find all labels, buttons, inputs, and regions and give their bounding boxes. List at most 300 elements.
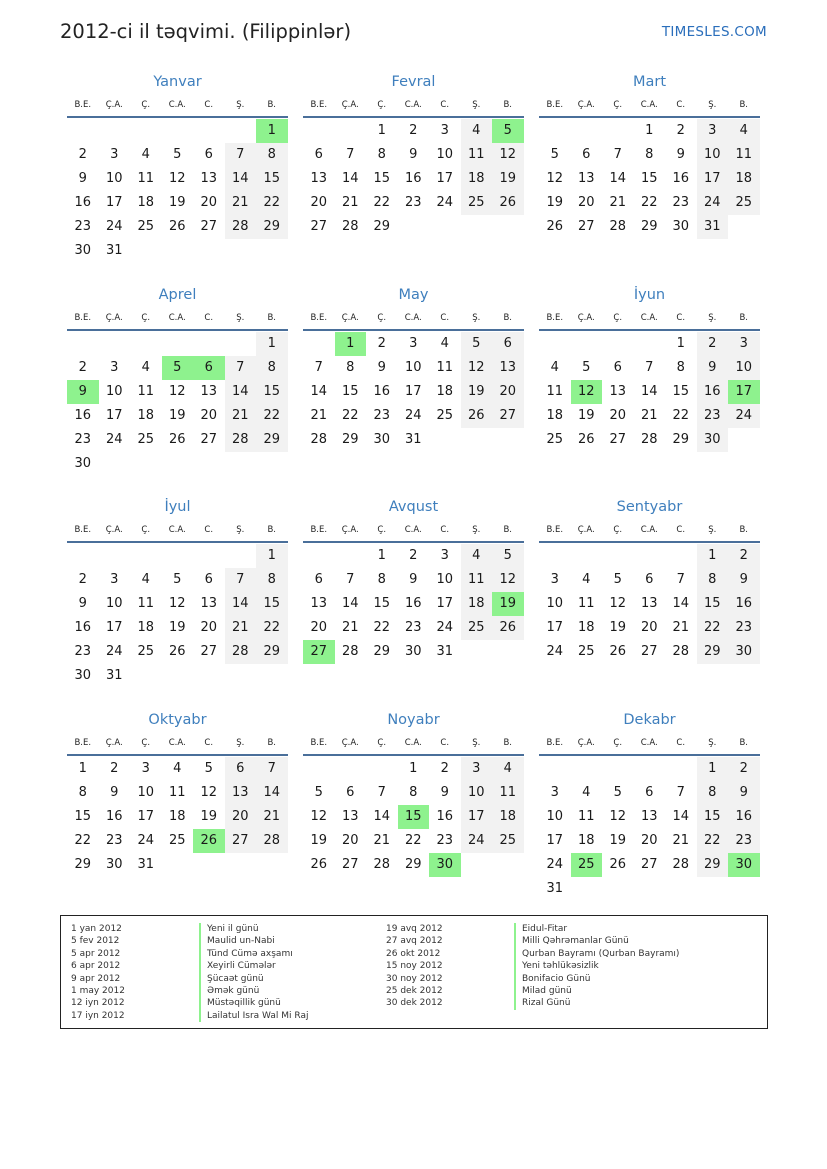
day-cell: 7: [676, 572, 685, 587]
weekday-header: Ş.: [472, 525, 481, 535]
holiday-day-cell: 30: [429, 853, 461, 877]
legend-date: 5 apr 2012: [71, 948, 121, 959]
day-cell: 2: [676, 123, 685, 138]
empty-cell: [571, 757, 603, 781]
day-cell: 29: [341, 432, 359, 447]
day-cell: 4: [461, 544, 493, 568]
day-cell: 13: [341, 809, 359, 824]
day-cell: 17: [546, 833, 564, 848]
holiday-day-cell: 15: [398, 805, 430, 829]
day-cell: 5: [173, 147, 182, 162]
month-name: May: [398, 287, 429, 303]
day-cell: 2: [409, 123, 418, 138]
weekday-header: B.E.: [74, 100, 92, 110]
day-cell: 1: [256, 332, 288, 356]
weekday-header: C.A.: [404, 313, 422, 323]
legend-holiday-name: Milli Qəhrəmanlar Günü: [514, 935, 679, 947]
holiday-day-cell: 12: [571, 380, 603, 404]
holiday-day-cell: 30: [728, 853, 760, 877]
day-cell: 2: [377, 336, 386, 351]
site-link[interactable]: TIMESLES.COM: [661, 24, 767, 40]
day-cell: 18: [492, 805, 524, 829]
weekday-header: C.A.: [168, 100, 186, 110]
empty-cell: [99, 119, 131, 143]
day-cell: 19: [461, 380, 493, 404]
day-cell: 10: [461, 781, 493, 805]
day-grid: [67, 119, 288, 263]
day-cell: 30: [672, 219, 690, 234]
weekday-header: Ç.: [377, 100, 387, 110]
day-cell: 22: [697, 616, 729, 640]
day-cell: 19: [168, 408, 186, 423]
day-cell: 10: [546, 596, 564, 611]
day-cell: 9: [728, 568, 760, 592]
day-cell: 13: [200, 384, 218, 399]
weekday-header: C.A.: [640, 738, 658, 748]
day-cell: 8: [377, 147, 386, 162]
month-5: [303, 285, 524, 452]
day-cell: 3: [697, 119, 729, 143]
weekday-header: Ç.A.: [341, 525, 359, 535]
weekday-header: B.: [503, 525, 513, 535]
day-cell: 22: [697, 829, 729, 853]
day-cell: 16: [74, 195, 92, 210]
weekday-header: Ş.: [236, 738, 245, 748]
day-cell: 6: [314, 147, 323, 162]
day-cell: 6: [582, 147, 591, 162]
day-cell: 28: [225, 640, 257, 664]
day-cell: 18: [546, 408, 564, 423]
day-cell: 31: [697, 215, 729, 239]
weekday-header-row: [67, 518, 288, 543]
day-cell: 4: [173, 761, 182, 776]
weekday-header: B.E.: [310, 313, 328, 323]
day-cell: 11: [461, 143, 493, 167]
day-cell: 16: [74, 620, 92, 635]
day-grid: [67, 757, 288, 877]
day-cell: 17: [436, 596, 454, 611]
month-name: Aprel: [158, 287, 197, 303]
day-cell: 28: [341, 219, 359, 234]
legend-holiday-name: Bonifacio Günü: [514, 973, 679, 985]
day-cell: 11: [137, 171, 155, 186]
day-cell: 27: [341, 857, 359, 872]
empty-cell: [303, 544, 335, 568]
day-cell: 5: [173, 572, 182, 587]
day-cell: 19: [310, 833, 328, 848]
day-cell: 22: [373, 195, 391, 210]
weekday-header: C.: [676, 313, 686, 323]
day-cell: 14: [373, 809, 391, 824]
day-cell: 25: [137, 432, 155, 447]
holiday-day-cell: 25: [571, 853, 603, 877]
empty-cell: [99, 544, 131, 568]
empty-cell: [335, 544, 367, 568]
month-name: Yanvar: [153, 74, 202, 90]
day-cell: 14: [672, 809, 690, 824]
day-cell: 19: [200, 809, 218, 824]
empty-cell: [665, 757, 697, 781]
empty-cell: [602, 757, 634, 781]
day-cell: 8: [346, 360, 355, 375]
legend-holiday-name: Şücaət günü: [199, 973, 308, 985]
day-cell: 25: [461, 191, 493, 215]
weekday-header: Ç.A.: [105, 738, 123, 748]
day-cell: 2: [728, 544, 760, 568]
day-cell: 23: [436, 833, 454, 848]
day-cell: 7: [676, 785, 685, 800]
day-cell: 2: [728, 757, 760, 781]
day-cell: 14: [640, 384, 658, 399]
weekday-header: Ç.A.: [577, 100, 595, 110]
day-cell: 3: [409, 336, 418, 351]
weekday-header: Ş.: [472, 313, 481, 323]
day-cell: 10: [105, 384, 123, 399]
day-cell: 16: [728, 805, 760, 829]
empty-cell: [335, 757, 367, 781]
empty-cell: [193, 119, 225, 143]
day-cell: 15: [672, 384, 690, 399]
day-cell: 22: [341, 408, 359, 423]
day-cell: 4: [141, 360, 150, 375]
day-cell: 24: [436, 620, 454, 635]
legend-holiday-name: Yeni il günü: [199, 923, 308, 935]
empty-cell: [99, 332, 131, 356]
day-grid: [539, 119, 760, 239]
day-cell: 13: [310, 596, 328, 611]
day-grid: [303, 119, 524, 239]
day-cell: 16: [105, 809, 123, 824]
day-cell: 1: [676, 336, 685, 351]
day-cell: 7: [314, 360, 323, 375]
empty-cell: [602, 544, 634, 568]
day-cell: 2: [110, 761, 119, 776]
day-cell: 23: [672, 195, 690, 210]
day-cell: 12: [168, 171, 186, 186]
day-cell: 7: [256, 757, 288, 781]
legend-holiday-name: Xeyirli Cümələr: [199, 960, 308, 972]
weekday-header: B.E.: [546, 738, 564, 748]
weekday-header: Ş.: [472, 100, 481, 110]
day-cell: 6: [204, 147, 213, 162]
day-cell: 21: [373, 833, 391, 848]
day-cell: 3: [110, 572, 119, 587]
day-cell: 30: [74, 243, 92, 258]
day-cell: 24: [728, 404, 760, 428]
month-10: [67, 710, 288, 877]
day-cell: 27: [200, 219, 218, 234]
day-cell: 29: [404, 857, 422, 872]
day-cell: 6: [492, 332, 524, 356]
day-cell: 28: [609, 219, 627, 234]
day-cell: 11: [137, 384, 155, 399]
day-cell: 28: [640, 432, 658, 447]
day-cell: 21: [672, 833, 690, 848]
legend-date: 27 avq 2012: [386, 936, 443, 947]
weekday-header: B.E.: [546, 100, 564, 110]
weekday-header-row: [303, 518, 524, 543]
day-cell: 30: [697, 428, 729, 452]
day-cell: 10: [436, 147, 454, 162]
month-6: [539, 285, 760, 452]
month-name: Noyabr: [387, 712, 440, 728]
day-cell: 27: [577, 219, 595, 234]
day-cell: 17: [404, 384, 422, 399]
day-cell: 24: [461, 829, 493, 853]
weekday-header: Ş.: [708, 100, 717, 110]
day-cell: 20: [200, 195, 218, 210]
weekday-header: Ş.: [236, 100, 245, 110]
day-cell: 1: [409, 761, 418, 776]
day-cell: 13: [640, 596, 658, 611]
day-cell: 7: [346, 572, 355, 587]
day-cell: 20: [609, 408, 627, 423]
day-cell: 26: [546, 219, 564, 234]
day-cell: 5: [613, 785, 622, 800]
day-cell: 28: [225, 428, 257, 452]
weekday-header: B.E.: [74, 525, 92, 535]
day-cell: 20: [200, 408, 218, 423]
day-cell: 17: [546, 620, 564, 635]
weekday-header: C.: [440, 525, 450, 535]
weekday-header: Ç.A.: [341, 313, 359, 323]
day-cell: 11: [168, 785, 186, 800]
day-cell: 11: [577, 596, 595, 611]
empty-cell: [602, 119, 634, 143]
day-cell: 5: [314, 785, 323, 800]
day-cell: 22: [672, 408, 690, 423]
empty-cell: [67, 119, 99, 143]
weekday-header: C.: [440, 738, 450, 748]
day-cell: 15: [256, 380, 288, 404]
day-cell: 25: [436, 408, 454, 423]
day-cell: 29: [672, 432, 690, 447]
weekday-header: Ç.A.: [105, 100, 123, 110]
day-cell: 13: [225, 781, 257, 805]
day-cell: 15: [697, 592, 729, 616]
day-cell: 16: [697, 380, 729, 404]
day-cell: 3: [461, 757, 493, 781]
day-cell: 8: [256, 356, 288, 380]
day-cell: 2: [78, 147, 87, 162]
day-cell: 17: [105, 408, 123, 423]
day-cell: 9: [728, 781, 760, 805]
legend-date: 1 yan 2012: [71, 924, 122, 934]
day-cell: 30: [74, 456, 92, 471]
day-cell: 24: [697, 191, 729, 215]
holiday-day-cell: 6: [193, 356, 225, 380]
day-cell: 26: [168, 432, 186, 447]
weekday-header: B.E.: [74, 738, 92, 748]
legend-date: 1 may 2012: [71, 986, 125, 997]
day-cell: 7: [225, 356, 257, 380]
day-cell: 23: [404, 620, 422, 635]
day-cell: 15: [640, 171, 658, 186]
day-cell: 17: [105, 195, 123, 210]
legend-holiday-name: Eidul-Fitar: [514, 923, 679, 935]
day-cell: 26: [492, 616, 524, 640]
day-cell: 28: [341, 644, 359, 659]
empty-cell: [130, 119, 162, 143]
day-cell: 12: [609, 809, 627, 824]
day-cell: 20: [492, 380, 524, 404]
empty-cell: [366, 757, 398, 781]
day-cell: 18: [577, 833, 595, 848]
day-cell: 27: [640, 644, 658, 659]
empty-cell: [162, 332, 194, 356]
day-cell: 29: [697, 853, 729, 877]
day-cell: 10: [404, 360, 422, 375]
weekday-header: C.: [204, 525, 214, 535]
day-cell: 9: [78, 171, 87, 186]
day-cell: 5: [492, 544, 524, 568]
day-cell: 13: [200, 596, 218, 611]
legend-dates-right: [386, 923, 443, 1010]
day-cell: 26: [609, 644, 627, 659]
day-cell: 15: [373, 171, 391, 186]
day-cell: 1: [645, 123, 654, 138]
weekday-header: B.E.: [546, 525, 564, 535]
day-cell: 2: [697, 332, 729, 356]
day-cell: 1: [377, 548, 386, 563]
holiday-day-cell: 19: [492, 592, 524, 616]
day-cell: 28: [225, 215, 257, 239]
day-cell: 22: [373, 620, 391, 635]
day-cell: 24: [105, 432, 123, 447]
day-cell: 18: [168, 809, 186, 824]
day-cell: 8: [256, 143, 288, 167]
day-cell: 10: [697, 143, 729, 167]
day-cell: 21: [672, 620, 690, 635]
day-grid: [67, 332, 288, 476]
day-cell: 29: [256, 640, 288, 664]
day-cell: 24: [546, 857, 564, 872]
day-cell: 14: [225, 167, 257, 191]
legend-holiday-name: Qurban Bayramı (Qurban Bayramı): [514, 948, 679, 960]
day-cell: 6: [314, 572, 323, 587]
empty-cell: [539, 757, 571, 781]
day-grid: [539, 332, 760, 452]
day-cell: 1: [697, 544, 729, 568]
legend-holiday-name: Lailatul Isra Wal Mi Raj: [199, 1010, 308, 1022]
day-cell: 10: [546, 809, 564, 824]
day-cell: 5: [461, 332, 493, 356]
day-cell: 30: [373, 432, 391, 447]
month-name: İyul: [164, 499, 191, 515]
day-cell: 20: [310, 620, 328, 635]
day-cell: 5: [582, 360, 591, 375]
day-cell: 10: [137, 785, 155, 800]
month-7: [67, 497, 288, 688]
day-cell: 25: [728, 191, 760, 215]
weekday-header: C.A.: [404, 100, 422, 110]
day-cell: 26: [310, 857, 328, 872]
day-cell: 23: [728, 616, 760, 640]
day-cell: 27: [609, 432, 627, 447]
day-cell: 4: [492, 757, 524, 781]
weekday-header: Ç.A.: [105, 313, 123, 323]
day-cell: 12: [609, 596, 627, 611]
day-cell: 21: [640, 408, 658, 423]
empty-cell: [130, 332, 162, 356]
day-cell: 13: [200, 171, 218, 186]
day-cell: 11: [461, 568, 493, 592]
day-cell: 25: [492, 829, 524, 853]
day-cell: 22: [256, 191, 288, 215]
day-cell: 12: [492, 143, 524, 167]
weekday-header-row: [539, 93, 760, 118]
day-cell: 1: [78, 761, 87, 776]
day-grid: [539, 757, 760, 901]
day-cell: 18: [137, 620, 155, 635]
day-cell: 8: [645, 147, 654, 162]
day-cell: 9: [409, 147, 418, 162]
day-cell: 28: [672, 857, 690, 872]
day-cell: 10: [436, 572, 454, 587]
day-cell: 14: [341, 171, 359, 186]
month-11: [303, 710, 524, 877]
weekday-header: Ç.A.: [577, 313, 595, 323]
weekday-header: B.: [267, 313, 277, 323]
weekday-header: C.: [440, 100, 450, 110]
legend-date: 19 avq 2012: [386, 924, 443, 934]
day-cell: 22: [256, 616, 288, 640]
weekday-header: B.: [739, 738, 749, 748]
empty-cell: [665, 544, 697, 568]
weekday-header: B.: [739, 100, 749, 110]
day-cell: 4: [141, 572, 150, 587]
day-cell: 21: [225, 616, 257, 640]
day-cell: 21: [225, 404, 257, 428]
day-cell: 19: [609, 833, 627, 848]
month-name: Fevral: [391, 74, 436, 90]
day-cell: 3: [110, 360, 119, 375]
legend-date: 6 apr 2012: [71, 961, 121, 972]
day-cell: 17: [105, 620, 123, 635]
page-title: 2012-ci il təqvimi. (Filippinlər): [60, 20, 352, 43]
holiday-day-cell: 5: [162, 356, 194, 380]
holiday-day-cell: 5: [492, 119, 524, 143]
day-cell: 18: [137, 408, 155, 423]
day-cell: 2: [409, 548, 418, 563]
day-cell: 12: [492, 568, 524, 592]
weekday-header: Ç.: [141, 525, 151, 535]
day-cell: 28: [672, 644, 690, 659]
month-9: [539, 497, 760, 664]
day-cell: 7: [645, 360, 654, 375]
month-name: Avqust: [388, 499, 439, 515]
day-cell: 5: [613, 572, 622, 587]
day-cell: 30: [74, 668, 92, 683]
weekday-header: C.A.: [168, 313, 186, 323]
month-8: [303, 497, 524, 664]
day-cell: 12: [310, 809, 328, 824]
day-cell: 17: [461, 805, 493, 829]
day-cell: 20: [341, 833, 359, 848]
weekday-header: B.: [503, 738, 513, 748]
weekday-header: Ç.: [613, 525, 623, 535]
weekday-header: Ç.A.: [577, 738, 595, 748]
day-cell: 21: [609, 195, 627, 210]
weekday-header: Ş.: [708, 525, 717, 535]
day-cell: 24: [546, 644, 564, 659]
empty-cell: [193, 332, 225, 356]
weekday-header: Ç.: [613, 738, 623, 748]
day-cell: 13: [609, 384, 627, 399]
day-cell: 18: [728, 167, 760, 191]
holiday-day-cell: 1: [256, 119, 288, 143]
day-cell: 29: [697, 640, 729, 664]
